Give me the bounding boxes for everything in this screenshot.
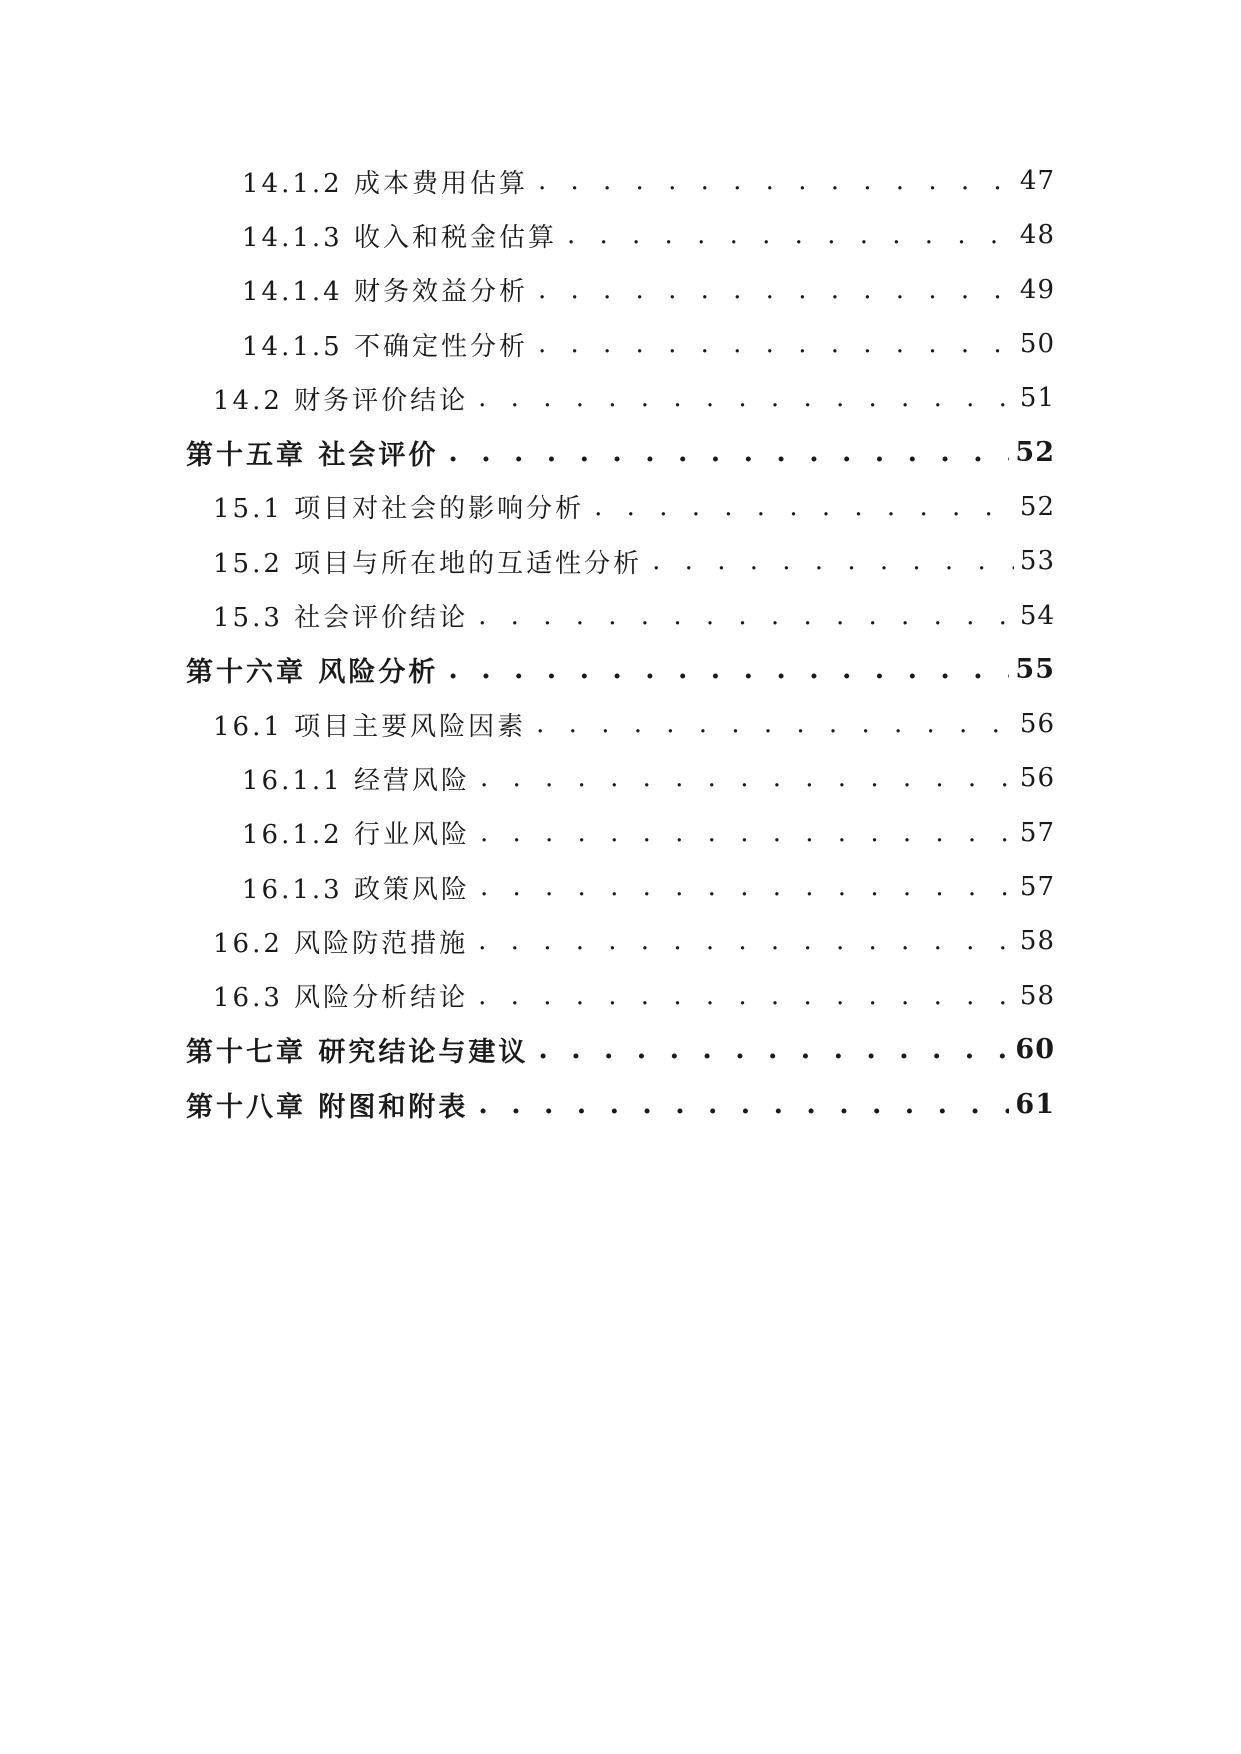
toc-dot-leader bbox=[536, 709, 1014, 739]
table-of-contents bbox=[0, 154, 1241, 1131]
toc-entry[interactable] bbox=[0, 751, 1241, 805]
toc-chapter-entry[interactable] bbox=[0, 425, 1241, 479]
toc-entry-title: 15.3 社会评价结论 bbox=[213, 603, 469, 634]
toc-chapter-entry[interactable] bbox=[0, 643, 1241, 697]
toc-entry-title: 第十五章 社会评价 bbox=[186, 440, 439, 472]
toc-entry[interactable] bbox=[0, 263, 1241, 317]
toc-dot-leader bbox=[652, 546, 1014, 576]
toc-dot-leader bbox=[594, 492, 1014, 522]
toc-page-number: 56 bbox=[1019, 763, 1055, 794]
toc-page-number: 58 bbox=[1019, 926, 1055, 957]
toc-entry[interactable] bbox=[0, 208, 1241, 262]
toc-entry[interactable] bbox=[0, 860, 1241, 914]
toc-page-number: 55 bbox=[1015, 654, 1055, 686]
toc-page-number: 50 bbox=[1019, 329, 1055, 360]
toc-dot-leader bbox=[538, 166, 1014, 196]
toc-entry[interactable] bbox=[0, 534, 1241, 588]
toc-dot-leader bbox=[478, 981, 1014, 1011]
toc-page-number: 53 bbox=[1019, 546, 1055, 577]
toc-page-number: 51 bbox=[1019, 383, 1055, 414]
toc-page-number: 61 bbox=[1015, 1088, 1055, 1120]
toc-entry-title: 14.2 财务评价结论 bbox=[213, 385, 469, 416]
toc-entry-title: 16.1.3 政策风险 bbox=[242, 874, 470, 905]
toc-page-number: 52 bbox=[1015, 437, 1055, 469]
toc-entry-title: 16.1.2 行业风险 bbox=[242, 820, 470, 851]
toc-dot-leader bbox=[480, 763, 1014, 793]
toc-entry[interactable] bbox=[0, 480, 1241, 534]
toc-dot-leader bbox=[478, 601, 1014, 631]
toc-page-number: 58 bbox=[1019, 980, 1055, 1011]
toc-entry[interactable] bbox=[0, 697, 1241, 751]
toc-page-number: 57 bbox=[1019, 872, 1055, 902]
toc-entry-title: 第十八章 附图和附表 bbox=[186, 1091, 469, 1123]
toc-chapter-entry[interactable] bbox=[0, 1077, 1241, 1131]
toc-entry-title: 14.1.3 收入和税金估算 bbox=[242, 222, 557, 253]
toc-page-number: 54 bbox=[1019, 600, 1055, 631]
toc-entry[interactable] bbox=[0, 806, 1241, 860]
toc-page-number: 52 bbox=[1019, 491, 1055, 522]
toc-dot-leader bbox=[478, 926, 1014, 956]
toc-dot-leader bbox=[448, 437, 1009, 468]
toc-entry[interactable] bbox=[0, 317, 1241, 371]
toc-dot-leader bbox=[538, 275, 1014, 305]
toc-entry-title: 16.3 风险分析结论 bbox=[213, 983, 469, 1014]
toc-chapter-entry[interactable] bbox=[0, 1023, 1241, 1077]
toc-page-number: 56 bbox=[1019, 709, 1055, 740]
toc-page-number: 60 bbox=[1015, 1034, 1055, 1066]
toc-entry-title: 14.1.4 财务效益分析 bbox=[242, 277, 528, 308]
toc-entry[interactable] bbox=[0, 914, 1241, 968]
toc-entry-title: 14.1.2 成本费用估算 bbox=[242, 168, 528, 199]
toc-entry-title: 16.1.1 经营风险 bbox=[242, 765, 470, 796]
toc-entry[interactable] bbox=[0, 588, 1241, 642]
toc-entry[interactable] bbox=[0, 154, 1241, 208]
toc-dot-leader bbox=[478, 383, 1014, 413]
toc-entry-title: 第十七章 研究结论与建议 bbox=[186, 1037, 529, 1069]
toc-dot-leader bbox=[480, 872, 1014, 902]
toc-dot-leader bbox=[538, 1034, 1009, 1065]
toc-entry-title: 16.2 风险防范措施 bbox=[213, 928, 469, 959]
toc-dot-leader bbox=[478, 1089, 1009, 1120]
toc-entry-title: 第十六章 风险分析 bbox=[186, 657, 439, 689]
toc-page-number: 47 bbox=[1019, 166, 1055, 197]
toc-dot-leader bbox=[567, 220, 1014, 250]
toc-entry[interactable] bbox=[0, 371, 1241, 425]
toc-entry-title: 15.2 项目与所在地的互适性分析 bbox=[213, 548, 643, 579]
toc-entry[interactable] bbox=[0, 968, 1241, 1022]
toc-page-number: 49 bbox=[1019, 274, 1055, 305]
toc-page-number: 48 bbox=[1019, 220, 1055, 251]
toc-dot-leader bbox=[448, 654, 1009, 685]
toc-entry-title: 16.1 项目主要风险因素 bbox=[213, 711, 527, 742]
toc-dot-leader bbox=[480, 818, 1014, 848]
toc-entry-title: 15.1 项目对社会的影响分析 bbox=[213, 494, 585, 525]
toc-entry-title: 14.1.5 不确定性分析 bbox=[242, 331, 528, 362]
toc-dot-leader bbox=[538, 329, 1014, 359]
toc-page-number: 57 bbox=[1019, 817, 1055, 848]
